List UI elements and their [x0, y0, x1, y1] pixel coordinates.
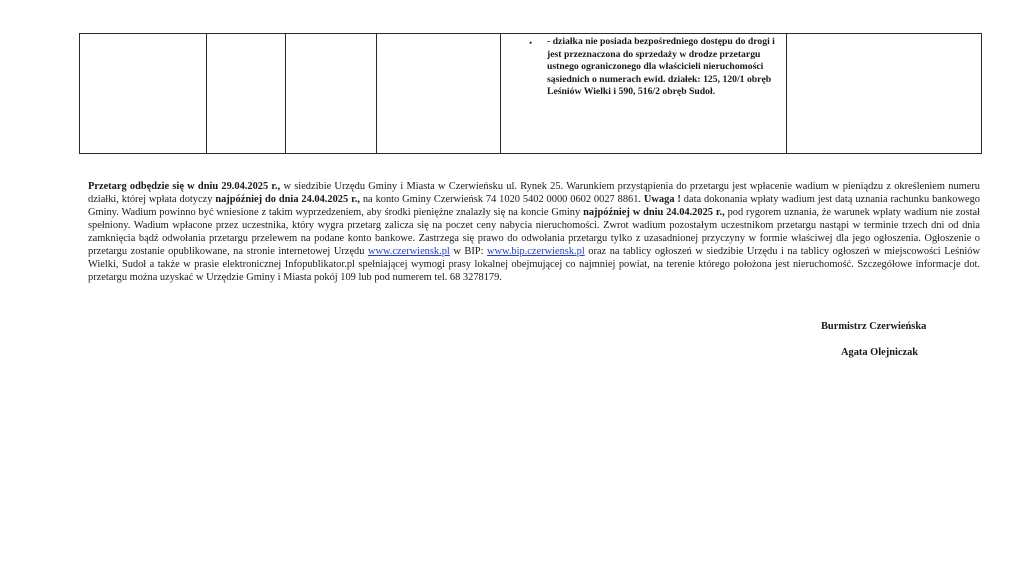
table-cell-description — [501, 34, 787, 154]
auction-date-bold: Przetarg odbędzie się w dniu 29.04.2025 r., — [88, 181, 281, 192]
signature-title: Burmistrz Czerwieńska — [821, 321, 927, 332]
notice-text: na konto Gminy Czerwieńsk 74 1020 5402 0000 0602 0027 8861. — [359, 194, 644, 206]
notice-text: data dokonania wpłaty wadium jest datą uznania rachunku bankowego Gminy. Wadium powinno być wniesione z takim wyprzedzeniem, aby środki pieniężne znalazły się na koncie Gminy — [88, 194, 981, 219]
list-item-text: - działka nie posiada bezpośredniego dostępu do drogi i jest przeznaczona do sprzedaży w drodze przetargu ustnego ograniczonego dla właścicieli nieruchomości sąsiednich o numerach ewid. działek: 125, 120/1 obręb Leśniów Wielki i 590, 516/2 obręb Sudoł. — [547, 36, 775, 98]
table-row — [80, 34, 982, 154]
table-cell — [80, 34, 207, 154]
property-table — [79, 33, 982, 154]
auction-notice-paragraph — [88, 180, 980, 284]
notice-text: w BIP: — [449, 246, 487, 258]
bullet-icon: • — [529, 38, 533, 48]
description-list — [501, 34, 786, 99]
deposit-deadline-bold: najpóźniej w dniu 24.04.2025 r., — [583, 207, 725, 219]
table-cell — [787, 34, 982, 154]
table-cell — [286, 34, 377, 154]
notice-text: w siedzibie Urzędu Gminy i Miasta w Czerwieńsku ul. Rynek 25. Warunkiem przystąpienia do przetargu jest wpłacenie wadium w pieniądzu z określeniem numeru działki, której wpłata dotyczy — [88, 181, 980, 206]
list-item — [529, 34, 781, 99]
notice-text: pod rygorem uznania, że warunek wpłaty wadium nie został spełniony. Wadium wpłacone przez uczestnika, który wygra przetarg zalicza się na poczet ceny nabycia nieruchomości. Zwrot wadium pozostałym uczestnikom przetargu nastąpi w terminie trzech dni od dnia zamknięcia bądź odwołania przetargu przelewem na podane konto bankowe. Zastrzega się prawo do odwołania przetargu tylko z uzasadnionej przyczyny w formie właściwej dla jego ogłoszenia. Ogłoszenie o przetargu zostanie opublikowane, na stronie internetowej Urzędu — [88, 207, 980, 258]
bip-link[interactable]: www.bip.czerwiensk.pl — [487, 246, 585, 258]
notice-text: oraz na tablicy ogłoszeń w siedzibie Urzędu i na tablicy ogłoszeń w miejscowości Leśniów Wielki, Sudoł a także w prasie elektronicznej Infopublikator.pl spełniającej wymogi prasy lokalnej obejmującej co najmniej powiat, na terenie którego położona jest nieruchomość. Szczegółowe informacje dot. przetargu można uzyskać w Urzędzie Gminy i Miasta pokój 109 lub pod numerem tel. 68 3278179. — [88, 246, 980, 284]
deposit-deadline-bold: najpóźniej do dnia 24.04.2025 r., — [215, 194, 360, 206]
signature-name: Agata Olejniczak — [841, 347, 919, 358]
table-cell — [207, 34, 286, 154]
warning-bold: Uwaga ! — [643, 194, 681, 206]
table-cell — [377, 34, 501, 154]
website-link[interactable]: www.czerwiensk.pl — [367, 246, 450, 258]
